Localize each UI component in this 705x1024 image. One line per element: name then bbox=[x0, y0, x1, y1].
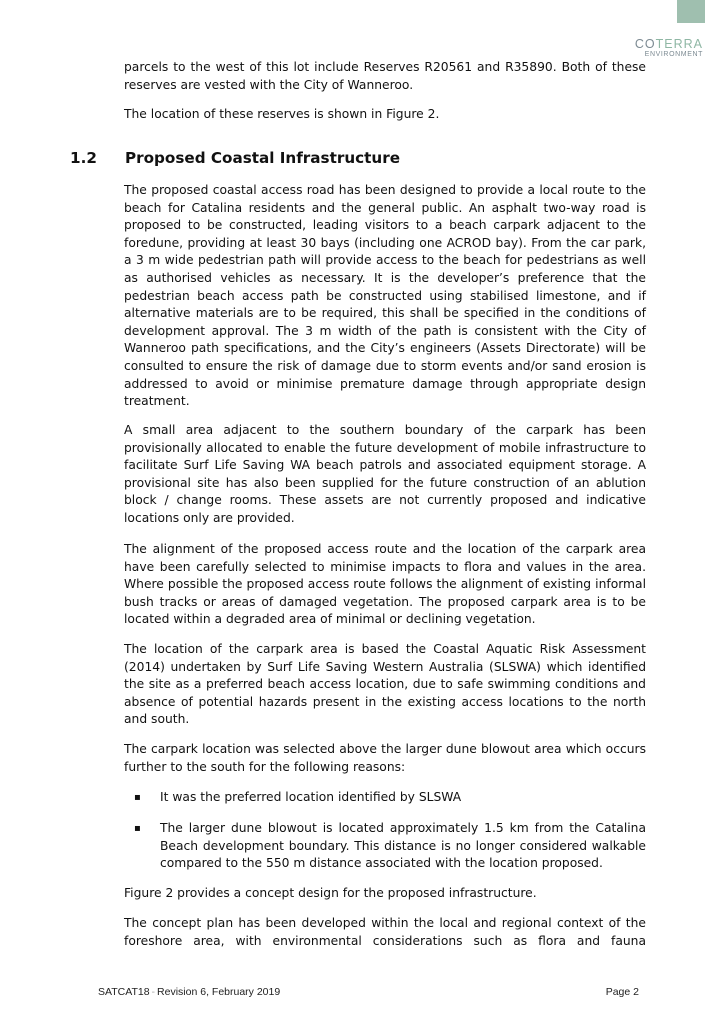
logo-wordmark: COTERRA bbox=[634, 37, 703, 51]
paragraph-surf-life-saving: A small area adjacent to the southern boundary of the carpark has been provisionally allocated to enable the future development of mobile infrastructure to facilitate Surf Life Saving WA beach patrols and associated equipment storage. A provisional site has also been supplied for the future construction of an ablution block / change rooms. These assets are not currently proposed and indicative locations only are provided. bbox=[124, 423, 646, 525]
bullet-icon: ▪ bbox=[134, 792, 141, 803]
section-heading bbox=[70, 148, 400, 168]
footer-page-number: Page 2 bbox=[605, 986, 639, 998]
bullet-icon: ▪ bbox=[134, 823, 141, 834]
intro-paragraph-1: parcels to the west of this lot include Reserves R20561 and R35890. Both of these reserves are vested with the City of Wanneroo. bbox=[124, 60, 646, 92]
logo-subtitle: ENVIRONMENT bbox=[644, 51, 703, 58]
footer-document-info bbox=[98, 986, 280, 998]
bullet-item-1 bbox=[124, 789, 646, 807]
paragraph-concept-plan: The concept plan has been developed within the local and regional context of the foreshore area, with environmental considerations such as flora and fauna bbox=[124, 916, 646, 948]
coterra-logo bbox=[635, 38, 703, 60]
corner-color-block bbox=[677, 0, 705, 23]
list-item: ▪ The larger dune blowout is located approximately 1.5 km from the Catalina Beach development boundary. This distance is no longer considered walkable compared to the 550 m distance associated with the location proposed. bbox=[134, 821, 646, 871]
footer-separator: - bbox=[151, 986, 156, 998]
section-number: 1.2 bbox=[70, 149, 97, 167]
bullet-item-2 bbox=[124, 820, 646, 873]
paragraph-alignment: The alignment of the proposed access route and the location of the carpark area have been carefully selected to minimise impacts to flora and values in the area. Where possible the proposed access route follows the alignment of existing informal bush tracks or areas of damaged vegetation. The proposed carpark area is to be located within a degraded area of minimal or declining vegetation. bbox=[124, 542, 646, 627]
paragraph-reasons-intro: The carpark location was selected above the larger dune blowout area which occurs further to the south for the following reasons: bbox=[124, 742, 646, 774]
section-title: Proposed Coastal Infrastructure bbox=[125, 149, 401, 167]
paragraph-figure-reference: Figure 2 provides a concept design for the proposed infrastructure. bbox=[124, 886, 537, 900]
footer-revision: Revision 6, February 2019 bbox=[157, 986, 281, 998]
paragraph-carpark-location: The location of the carpark area is based the Coastal Aquatic Risk Assessment (2014) undertaken by Surf Life Saving Western Australia (SLSWA) which identified the site as a preferred beach access location, due to safe swimming conditions and absence of potential hazards present in the existing access locations to the north and south. bbox=[124, 642, 646, 727]
paragraph-access-road: The proposed coastal access road has been designed to provide a local route to the beach for Catalina residents and the general public. An asphalt two-way road is proposed to be constructed, leading visitors to a beach carpark adjacent to the foredune, providing at least 30 bays (including one ACROD bay). From the car park, a 3 m wide pedestrian path will provide access to the beach for pedestrians as well as authorised vehicles as necessary. It is the developer’s preference that the pedestrian beach access path be constructed using stabilised limestone, and if alternative materials are to be required, this shall be specified in the conditions of development approval. The 3 m width of the path is consistent with the City of Wanneroo path specifications, and the City’s engineers (Assets Directorate) will be consulted to ensure the risk of damage due to storm events and/or sand erosion is addressed to avoid or minimise premature damage through appropriate design treatment. bbox=[124, 183, 646, 409]
intro-paragraph-2: The location of these reserves is shown in Figure 2. bbox=[124, 107, 440, 121]
list-item: ▪ It was the preferred location identified by SLSWA bbox=[124, 789, 646, 807]
footer-doc-code: SATCAT18 bbox=[98, 986, 150, 998]
